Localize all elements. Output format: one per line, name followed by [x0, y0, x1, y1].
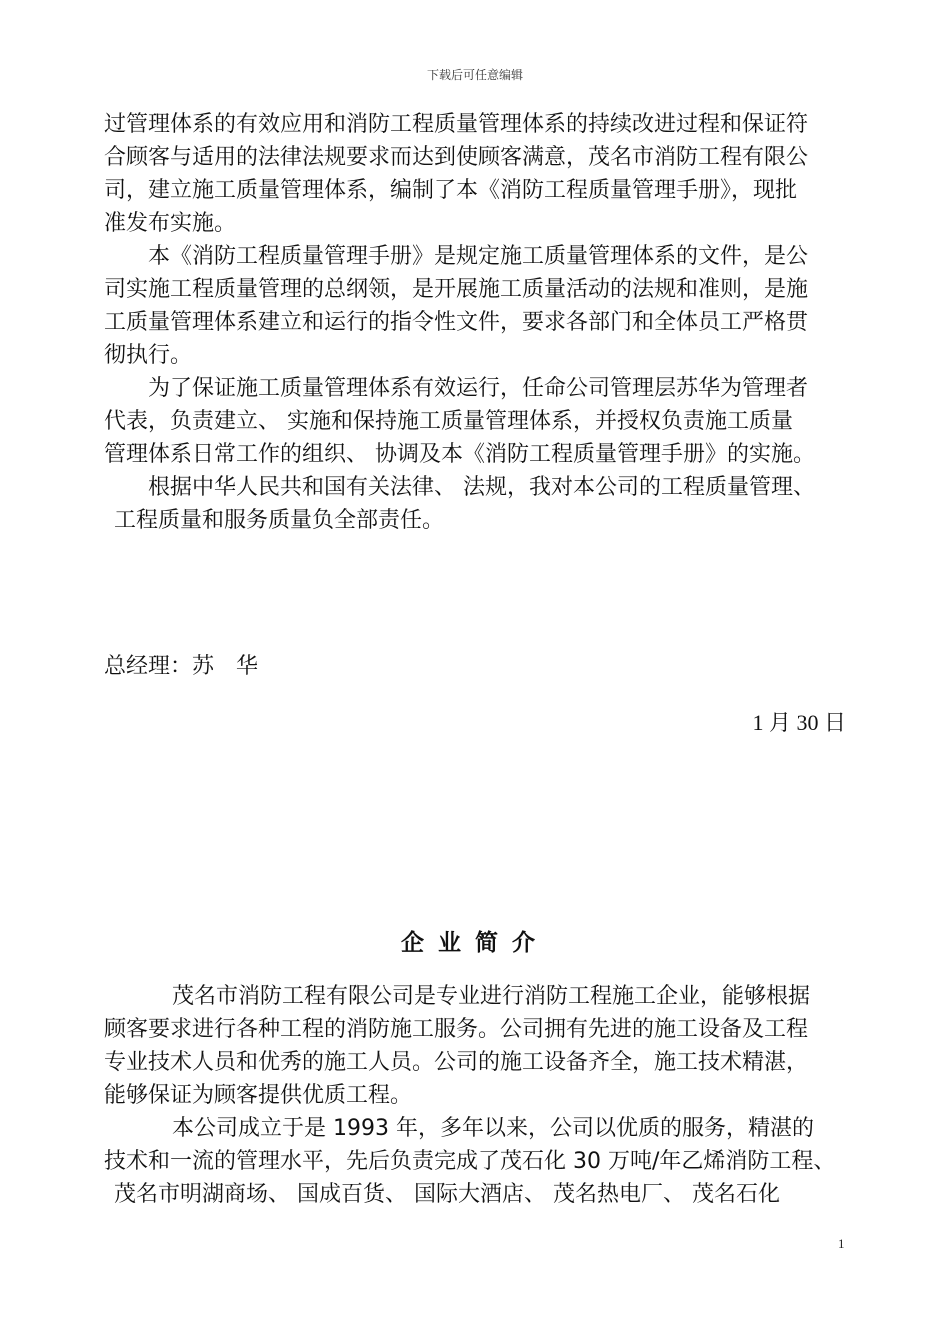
page-header: 下载后可任意编辑	[426, 68, 523, 82]
paragraph-line: 工质量管理体系建立和运行的指令性文件，要求各部门和全体员工严格贯	[104, 310, 809, 335]
paragraph-line: 本《消防工程质量管理手册》是规定施工质量管理体系的文件，是公	[148, 244, 809, 269]
date-line: 1 月 30 日	[752, 710, 846, 735]
paragraph-line: 茂名市消防工程有限公司是专业进行消防工程施工企业，能够根据	[172, 984, 811, 1009]
paragraph-line: 司实施工程质量管理的总纲领，是开展施工质量活动的法规和准则，是施	[104, 277, 809, 302]
paragraph-line: 准发布实施。	[104, 211, 237, 236]
paragraph-line: 司，建立施工质量管理体系，编制了本《消防工程质量管理手册》，现批	[104, 178, 798, 203]
section-title: 企业简介	[401, 930, 549, 956]
paragraph-line: 专业技术人员和优秀的施工人员。公司的施工设备齐全，施工技术精湛，	[104, 1050, 809, 1075]
paragraph-line: 代表，负责建立、 实施和保持施工质量管理体系，并授权负责施工质量	[104, 409, 793, 434]
signature-line: 总经理：苏 华	[104, 654, 259, 679]
paragraph-line: 本公司成立于是 1993 年，多年以来，公司以优质的服务，精湛的	[172, 1116, 814, 1141]
paragraph-line: 为了保证施工质量管理体系有效运行，任命公司管理层苏华为管理者	[148, 376, 809, 401]
paragraph-line: 能够保证为顾客提供优质工程。	[104, 1083, 413, 1108]
paragraph-line: 管理体系日常工作的组织、 协调及本《消防工程质量管理手册》的实施。	[104, 442, 815, 467]
paragraph-line: 过管理体系的有效应用和消防工程质量管理体系的持续改进过程和保证符	[104, 112, 809, 137]
paragraph-line: 彻执行。	[104, 343, 193, 368]
paragraph-line: 根据中华人民共和国有关法律、 法规，我对本公司的工程质量管理、	[148, 475, 815, 500]
paragraph-line: 合顾客与适用的法律法规要求而达到使顾客满意，茂名市消防工程有限公	[104, 145, 809, 170]
paragraph-line: 顾客要求进行各种工程的消防施工服务。公司拥有先进的施工设备及工程	[104, 1017, 809, 1042]
page-number: 1	[838, 1236, 845, 1251]
paragraph-line: 茂名市明湖商场、 国成百货、 国际大酒店、 茂名热电厂、 茂名石化	[114, 1182, 780, 1207]
paragraph-line: 技术和一流的管理水平，先后负责完成了茂石化 30 万吨/年乙烯消防工程、	[104, 1149, 836, 1174]
paragraph-line: 工程质量和服务质量负全部责任。	[114, 508, 445, 533]
